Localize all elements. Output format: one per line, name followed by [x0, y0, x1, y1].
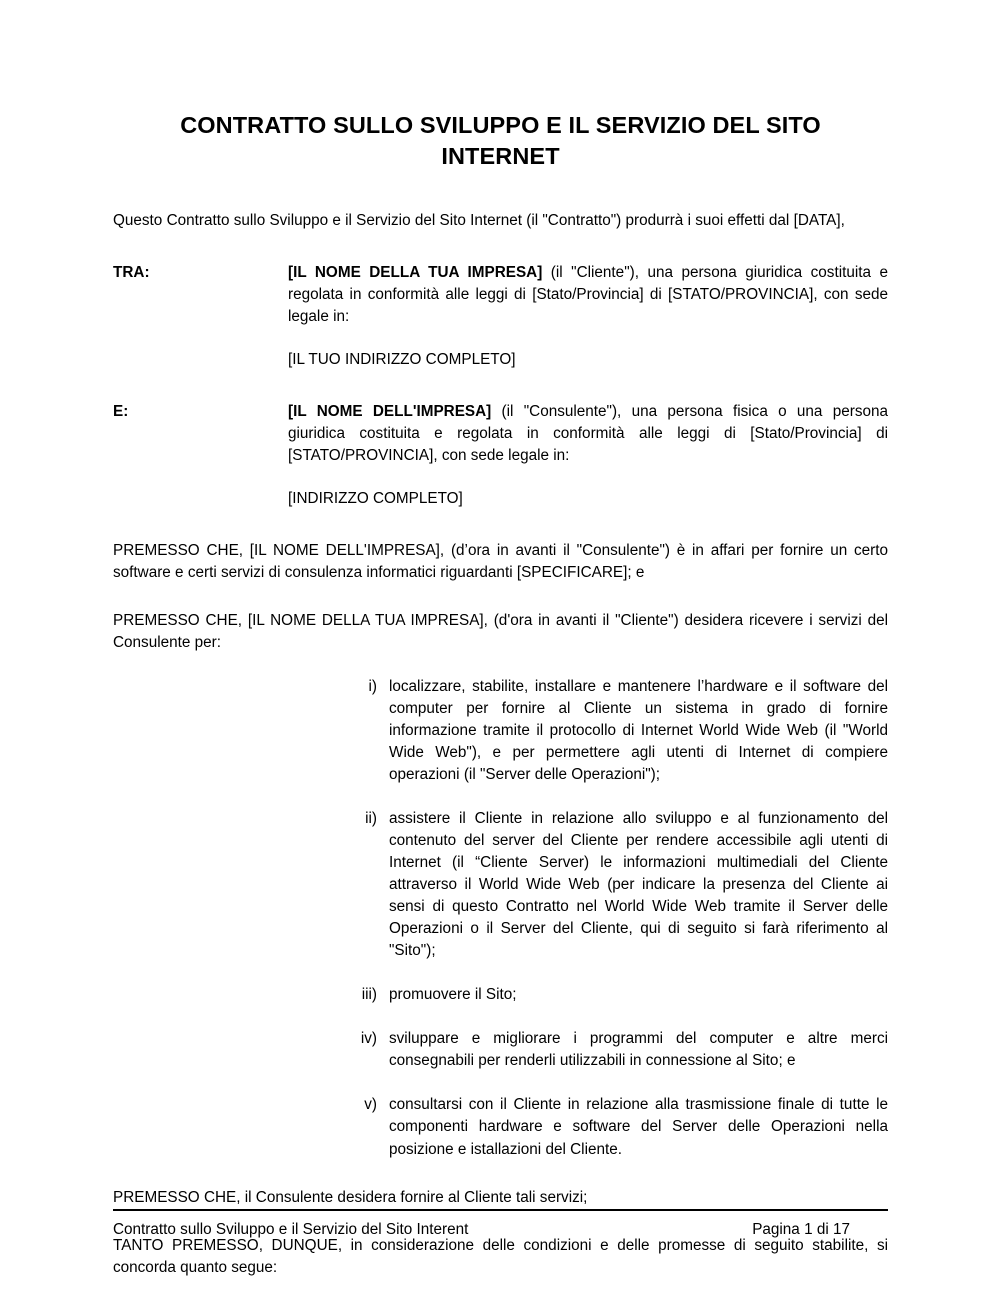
recital-paragraph-2: PREMESSO CHE, [IL NOME DELLA TUA IMPRESA], (d'ora in avanti il "Cliente") desidera ricevere i servizi del Consulente per:	[113, 612, 888, 652]
party-block-e	[113, 401, 888, 510]
list-marker: iii)	[361, 986, 377, 1004]
list-marker: ii)	[365, 810, 377, 828]
intro-paragraph: Questo Contratto sullo Sviluppo e il Servizio del Sito Internet (il "Contratto") produrrà i suoi effetti dal [DATA],	[113, 212, 845, 230]
party-description-tra	[288, 262, 888, 328]
footer-page-number: Pagina 1 di 17	[752, 1221, 850, 1238]
list-marker: iv)	[360, 1030, 377, 1048]
party-body-e	[288, 401, 888, 510]
list-marker: v)	[364, 1096, 377, 1114]
closing-paragraph-1: PREMESSO CHE, il Consulente desidera fornire al Cliente tali servizi;	[113, 1188, 588, 1206]
party-rest-tra: (il "Cliente"), una persona giuridica costituita e regolata in conformità alle leggi di [Stato/Provincia] di [STATO/PROVINCIA], con sede legale in:	[288, 264, 888, 326]
page-title: CONTRATTO SULLO SVILUPPO E IL SERVIZIO DEL SITO INTERNET	[180, 112, 821, 170]
list-item-text: localizzare, stabilite, installare e mantenere l’hardware e il software del computer per fornire al Cliente un sistema in grado di fornire informazione tramite il protocollo di Internet World Wide Web (il "World Wide Web"), e per permettere agli utenti di Internet di compiere operazioni (il "Server delle Operazioni");	[389, 678, 888, 784]
list-marker: i)	[368, 678, 377, 696]
list-item-text: assistere il Cliente in relazione allo sviluppo e al funzionamento del contenuto del server del Cliente per rendere accessibile agli utenti di Internet (il “Cliente Server) le informazioni multimediali del Cliente attraverso il World Wide Web (per indicare la presenza del Cliente ai sensi di questo Contratto nel World Wide Web tramite il Server delle Operazioni o il Server del Cliente, qui di seguito si farà riferimento al "Sito");	[389, 810, 888, 960]
party-rest-e: (il "Consulente"), una persona fisica o una persona giuridica costituita e regolata in conformità alle leggi di [Stato/Provincia] di [STATO/PROVINCIA], con sede legale in:	[288, 403, 888, 465]
recital-paragraph-1: PREMESSO CHE, [IL NOME DELL'IMPRESA], (d’ora in avanti il "Consulente") è in affari per fornire un certo software e certi servizi di consulenza informatici riguardanti [SPECIFICARE]; e	[113, 542, 888, 582]
list-item	[113, 1028, 888, 1072]
party-address-tra: [IL TUO INDIRIZZO COMPLETO]	[288, 351, 516, 369]
document-content	[113, 0, 888, 1279]
list-item	[113, 984, 888, 1006]
party-block-tra	[113, 262, 888, 371]
party-label-e: E:	[113, 403, 129, 421]
party-name-tra: [IL NOME DELLA TUA IMPRESA]	[288, 264, 543, 282]
party-address-e: [INDIRIZZO COMPLETO]	[288, 490, 463, 508]
list-item	[113, 676, 888, 786]
list-item-text: consultarsi con il Cliente in relazione alla trasmissione finale di tutte le componenti hardware e software del Server delle Operazioni nella posizione e istallazioni del Cliente.	[389, 1096, 888, 1158]
party-description-e	[288, 401, 888, 467]
services-list	[113, 676, 888, 1160]
list-item	[113, 1094, 888, 1160]
party-body-tra	[288, 262, 888, 371]
closing-paragraph-2: TANTO PREMESSO, DUNQUE, in considerazione delle condizioni e delle promesse di seguito stabilite, si concorda quanto segue:	[113, 1236, 888, 1276]
list-item	[113, 808, 888, 962]
footer-document-name: Contratto sullo Sviluppo e il Servizio del Sito Interent	[113, 1221, 469, 1238]
party-name-e: [IL NOME DELL'IMPRESA]	[288, 403, 492, 421]
list-item-text: sviluppare e migliorare i programmi del computer e altre merci consegnabili per renderli utilizzabili in connessione al Sito; e	[389, 1030, 888, 1070]
list-item-text: promuovere il Sito;	[389, 986, 517, 1004]
footer-row	[113, 1219, 888, 1240]
party-label-tra: TRA:	[113, 264, 150, 282]
page-footer	[113, 1209, 888, 1240]
footer-divider	[113, 1209, 888, 1211]
